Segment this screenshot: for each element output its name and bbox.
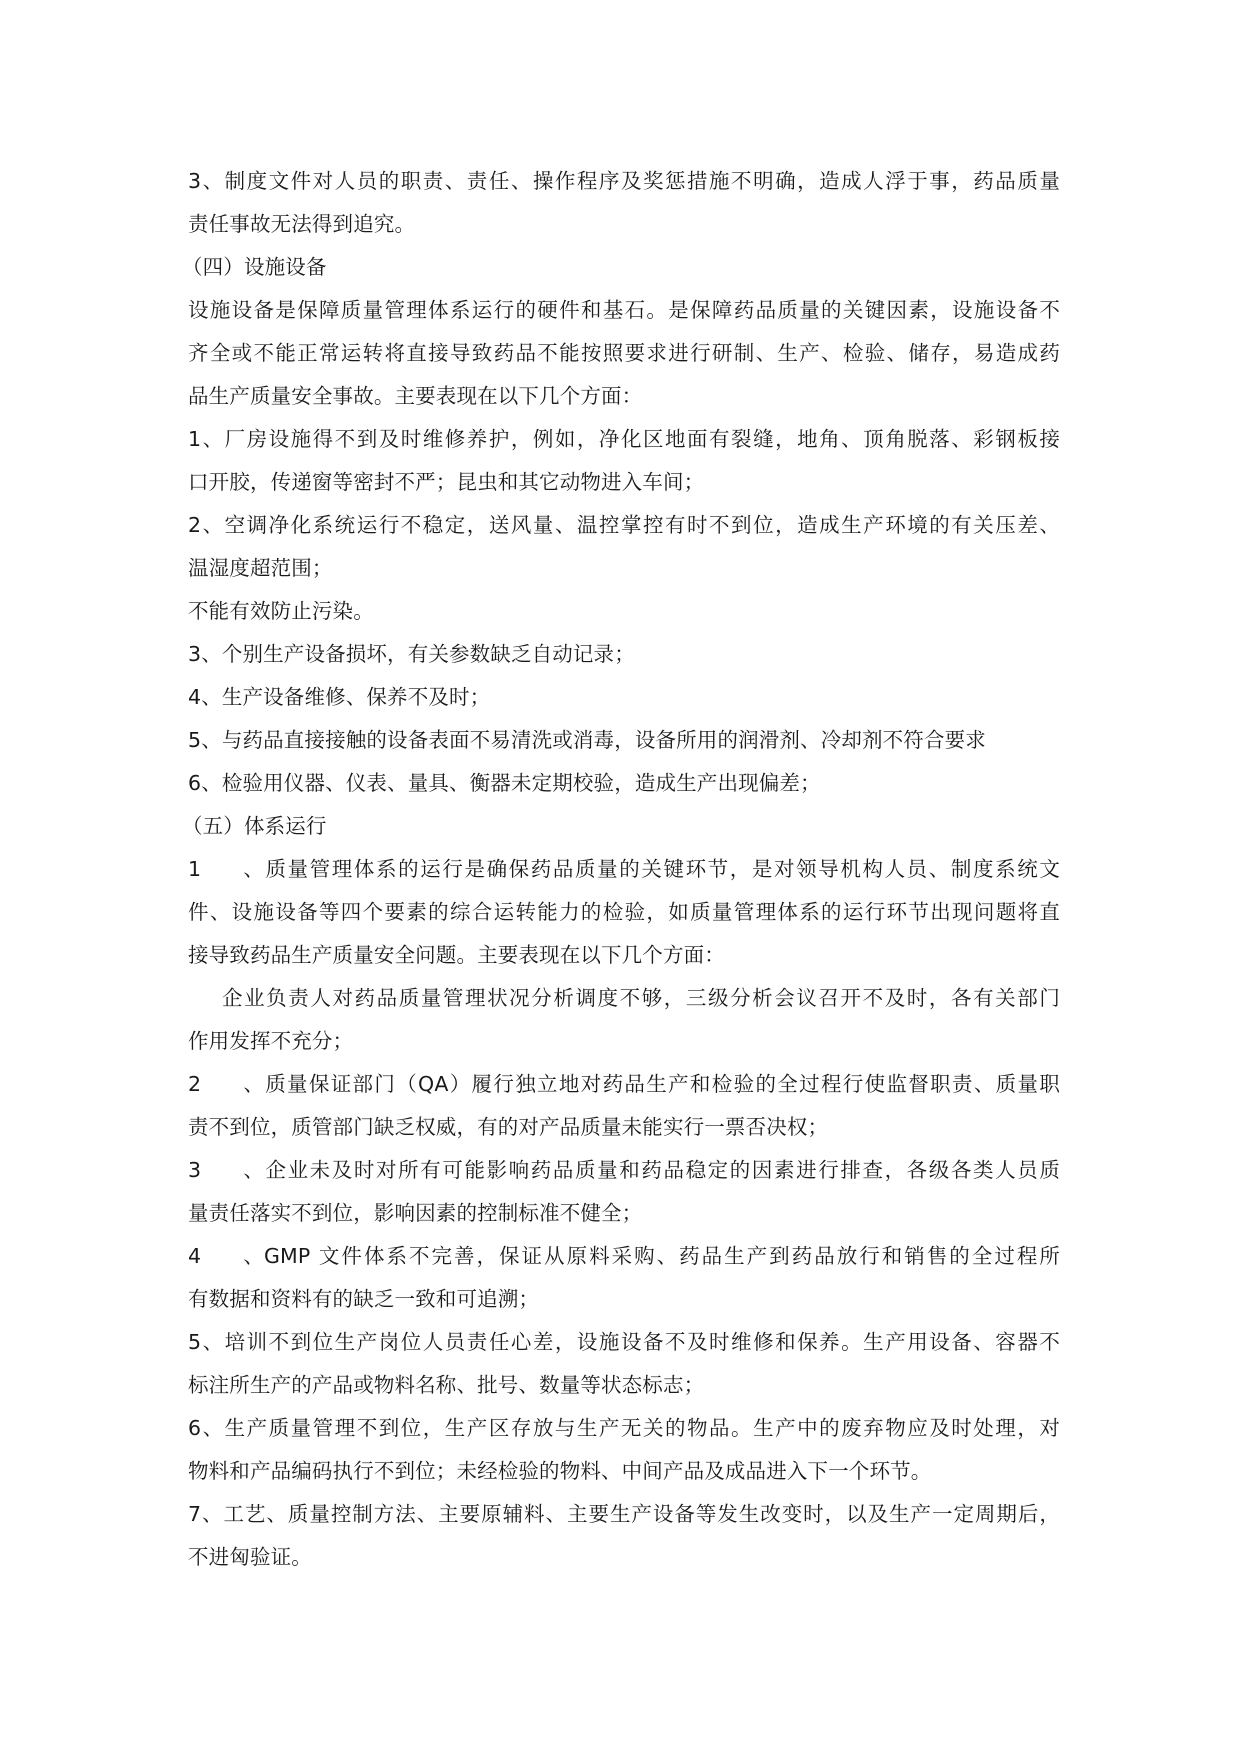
paragraph-line: 4、生产设备维修、保养不及时； [188,685,491,709]
paragraph-line: 6、检验用仪器、仪表、量具、衡器未定期校验，造成生产出现偏差； [188,771,821,795]
paragraph-line: 7、工艺、质量控制方法、主要原辅料、主要生产设备等发生改变时，以及生产一定周期后， [188,1502,1060,1526]
document-body [182,160,1060,1579]
list-text: 质量管理体系的运行是确保药品质量的关键环节，是对领导机构人员、制度系统文 [264,857,1060,881]
paragraph-line: 责任事故无法得到追究。 [188,212,416,236]
list-text: 质量保证部门（QA）履行独立地对药品生产和检验的全过程行使监督职责、质量职 [264,1072,1060,1096]
paragraph-line: 接导致药品生产质量安全问题。主要表现在以下几个方面： [188,943,725,967]
paragraph-line: 企业负责人对药品质量管理状况分析调度不够，三级分析会议召开不及时，各有关部门 [222,986,1060,1010]
paragraph-line: 品生产质量安全事故。主要表现在以下几个方面： [188,384,643,408]
list-number: 3、 [188,1158,264,1182]
list-number: 2、 [188,1072,264,1096]
paragraph-line: 件、设施设备等四个要素的综合运转能力的检验，如质量管理体系的运行环节出现问题将直 [188,900,1060,924]
paragraph-line: 6、生产质量管理不到位，生产区存放与生产无关的物品。生产中的废弃物应及时处理，对 [188,1416,1060,1440]
paragraph-line: 不进匈验证。 [188,1545,312,1569]
paragraph-line: 5、培训不到位生产岗位人员责任心差，设施设备不及时维修和保养。生产用设备、容器不 [188,1330,1060,1354]
paragraph-line: 温湿度超范围； [188,556,333,580]
paragraph-line: 物料和产品编码执行不到位；未经检验的物料、中间产品及成品进入下一个环节。 [188,1459,932,1483]
paragraph-line: 量责任落实不到位，影响因素的控制标准不健全； [188,1201,643,1225]
list-number: 4、 [188,1244,264,1268]
paragraph-line: 标注所生产的产品或物料名称、批号、数量等状态标志； [188,1373,705,1397]
paragraph-line [188,1235,1060,1278]
paragraph-line [188,1149,1060,1192]
paragraph-line: 5、与药品直接接触的设备表面不易清洗或消毒，设备所用的润滑剂、冷却剂不符合要求 [188,728,986,752]
list-text: 企业未及时对所有可能影响药品质量和药品稳定的因素进行排查，各级各类人员质 [264,1158,1060,1182]
paragraph-line: 口开胶，传递窗等密封不严；昆虫和其它动物进入车间； [188,470,705,494]
list-text: GMP 文件体系不完善，保证从原料采购、药品生产到药品放行和销售的全过程所 [264,1244,1060,1268]
paragraph-line: 不能有效防止污染。 [188,599,374,623]
paragraph-line: 有数据和资料有的缺乏一致和可追溯； [188,1287,540,1311]
section-heading: （五）体系运行 [182,814,327,838]
paragraph-line [188,1063,1060,1106]
paragraph-line: 设施设备是保障质量管理体系运行的硬件和基石。是保障药品质量的关键因素，设施设备不 [188,298,1060,322]
paragraph-line: 2、空调净化系统运行不稳定，送风量、温控掌控有时不到位，造成生产环境的有关压差、 [188,513,1060,537]
paragraph-line: 3、个别生产设备损坏，有关参数缺乏自动记录； [188,642,635,666]
paragraph-line: 1、厂房设施得不到及时维修养护，例如，净化区地面有裂缝，地角、顶角脱落、彩钢板接 [188,427,1060,451]
list-number: 1、 [188,857,264,881]
paragraph-line: 3、制度文件对人员的职责、责任、操作程序及奖惩措施不明确，造成人浮于事，药品质量 [188,169,1060,193]
paragraph-line: 齐全或不能正常运转将直接导致药品不能按照要求进行研制、生产、检验、储存，易造成药 [188,341,1060,365]
paragraph-line: 作用发挥不充分； [188,1029,354,1053]
paragraph-line: 责不到位，质管部门缺乏权威，有的对产品质量未能实行一票否决权； [188,1115,829,1139]
section-heading: （四）设施设备 [182,255,327,279]
paragraph-line [188,848,1060,891]
